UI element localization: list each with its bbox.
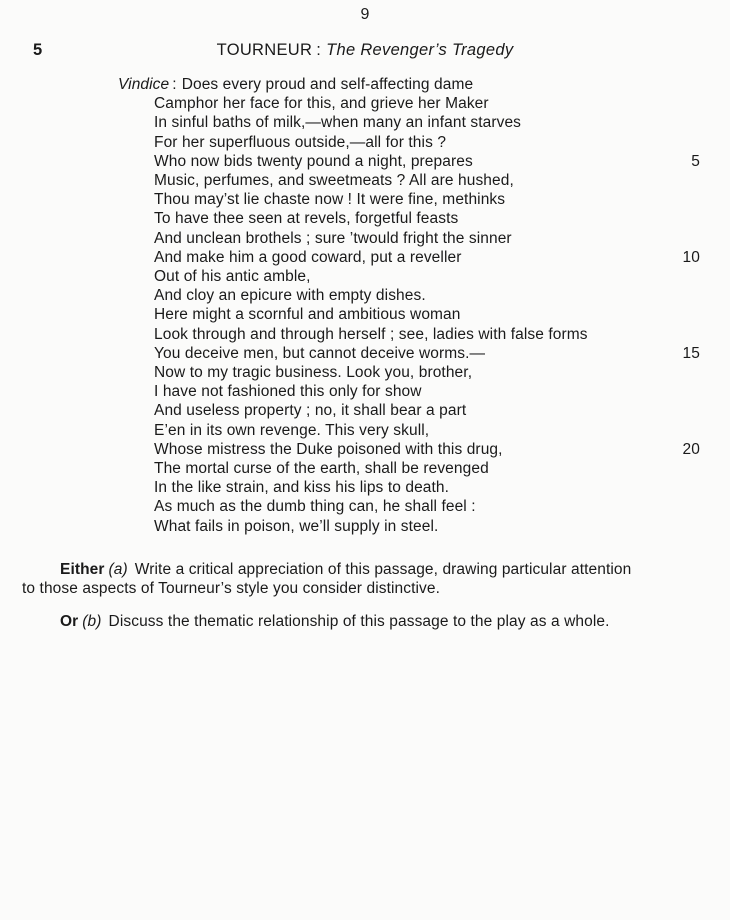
- essay-questions: [22, 560, 714, 632]
- poem-line: [154, 382, 700, 401]
- poem-line: [154, 286, 700, 305]
- verse-passage: [118, 75, 700, 536]
- verse-line-number: 10: [682, 248, 700, 266]
- poem-line: [154, 248, 700, 267]
- poem-line: [154, 171, 700, 190]
- poem-line: [154, 497, 700, 516]
- poem-line-text: Music, perfumes, and sweetmeats ? All are hushed,: [154, 172, 514, 190]
- poem-line: [154, 363, 700, 382]
- speaker-name: Vindice: [118, 76, 170, 93]
- speaker-separator: :: [172, 76, 177, 93]
- poem-line: [154, 440, 700, 459]
- question-a-line-1: [22, 560, 714, 579]
- poem-line-text: Thou may’st lie chaste now ! It were fine, methinks: [154, 191, 506, 209]
- poem-line-text: Here might a scornful and ambitious woman: [154, 306, 461, 324]
- poem-line: [154, 401, 700, 420]
- question-a-letter: (a): [108, 561, 128, 578]
- verse-line-number: 20: [682, 440, 700, 458]
- poem-line-text: As much as the dumb thing can, he shall feel :: [154, 498, 476, 516]
- poem-line-text: The mortal curse of the earth, shall be revenged: [154, 460, 489, 478]
- poem-line-text: Camphor her face for this, and grieve her Maker: [154, 95, 489, 113]
- poem-line: [154, 459, 700, 478]
- poem-line-text: For her superfluous outside,—all for this ?: [154, 133, 447, 151]
- poem-line-text: Whose mistress the Duke poisoned with this drug,: [154, 440, 503, 458]
- poem-line: [154, 267, 700, 286]
- poem-line-text: Out of his antic amble,: [154, 268, 311, 286]
- poem-line-text: Now to my tragic business. Look you, brother,: [154, 364, 473, 382]
- passage-heading: [0, 40, 730, 61]
- poem-line: [154, 344, 700, 363]
- page-number: 9: [360, 6, 370, 23]
- poem-line-text: Look through and through herself ; see, ladies with false forms: [154, 325, 588, 343]
- question-a-text: Write a critical appreciation of this passage, drawing particular attention: [134, 561, 632, 578]
- poem-line-text: And unclean brothels ; sure ’twould fright the sinner: [154, 229, 512, 247]
- question-b: [22, 612, 714, 631]
- poem-line-text: What fails in poison, we’ll supply in steel.: [154, 517, 439, 535]
- or-label: Or: [60, 613, 79, 631]
- poem-line: [118, 75, 700, 94]
- poem-line-text: And make him a good coward, put a reveller: [154, 248, 462, 266]
- play-title: The Revenger’s Tragedy: [326, 41, 514, 59]
- poem-line-text: In sinful baths of milk,—when many an infant starves: [154, 114, 522, 132]
- poem-line: [154, 94, 700, 113]
- question-b-letter: (b): [82, 613, 102, 631]
- poem-line: [154, 133, 700, 152]
- poem-line-text: In the like strain, and kiss his lips to death.: [154, 479, 450, 497]
- poem-line-text: You deceive men, but cannot deceive worms.—: [154, 344, 486, 362]
- verse-line-number: 15: [682, 344, 700, 362]
- poem-line-text: E’en in its own revenge. This very skull,: [154, 421, 430, 439]
- question-number: 5: [33, 41, 43, 59]
- either-label: Either: [60, 561, 105, 578]
- poem-line: [154, 229, 700, 248]
- poem-line: [154, 478, 700, 497]
- poem-line: [154, 517, 700, 536]
- question-b-text: Discuss the thematic relationship of this passage to the play as a whole.: [108, 613, 610, 631]
- verse-line-number: 5: [691, 152, 700, 170]
- author-name: TOURNEUR: [216, 41, 313, 59]
- poem-line: [154, 152, 700, 171]
- poem-line-text: Does every proud and self-affecting dame: [181, 76, 474, 93]
- heading-separator: :: [316, 41, 322, 59]
- passage-heading-row: [0, 40, 730, 61]
- poem-line-text: Who now bids twenty pound a night, prepares: [154, 152, 473, 170]
- poem-line: [154, 190, 700, 209]
- poem-line-text: And cloy an epicure with empty dishes.: [154, 287, 426, 305]
- question-a: [22, 560, 714, 598]
- poem-line: [154, 305, 700, 324]
- poem-line-text: And useless property ; no, it shall bear a part: [154, 402, 467, 420]
- poem-line: [154, 209, 700, 228]
- poem-line: [154, 113, 700, 132]
- poem-line-text: To have thee seen at revels, forgetful feasts: [154, 210, 459, 228]
- poem-line: [154, 421, 700, 440]
- poem-line-text: I have not fashioned this only for show: [154, 383, 422, 401]
- poem-line: [154, 325, 700, 344]
- question-a-line-2: to those aspects of Tourneur’s style you consider distinctive.: [22, 580, 441, 598]
